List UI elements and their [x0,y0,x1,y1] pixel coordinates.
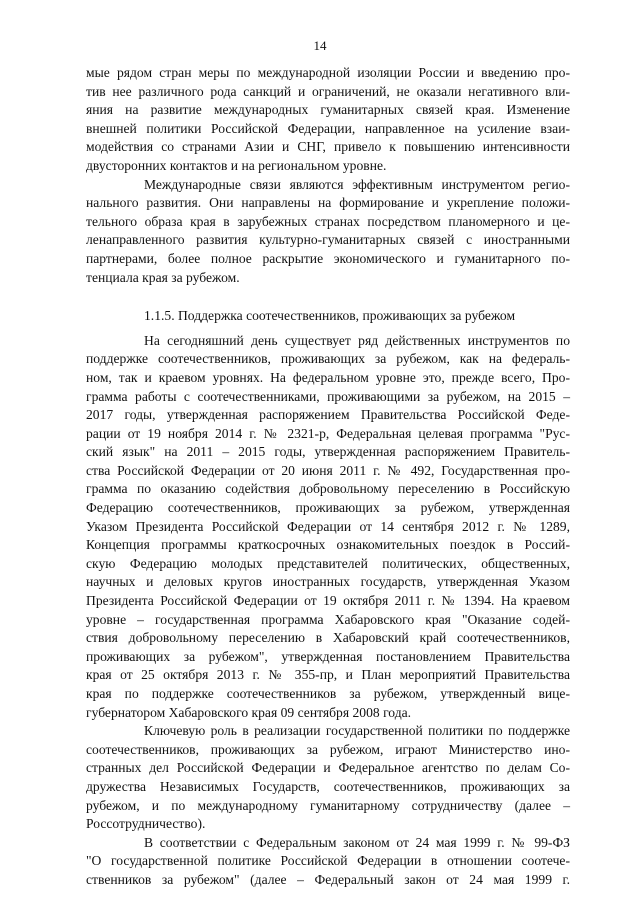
text-line: грамма работы с соотечественниками, проживающими за рубежом, на 2015 – [86,388,570,404]
text-line: рации от 19 ноября 2014 г. № 2321-р, Федеральная целевая программа "Рус- [86,425,570,441]
text-line: На сегодняшний день существует ряд действенных инструментов по [144,332,570,348]
text-line: грамма по оказанию содействия добровольному переселению в Российскую [86,481,570,497]
paragraph [86,332,570,722]
text-line: ственников за рубежом" (далее – Федеральный закон от 24 мая 1999 г. [86,871,570,887]
text-line: дружества Независимых Государств, соотечественников, проживающих за [86,778,570,794]
text-line: губернатором Хабаровского края 09 сентября 2008 года. [86,704,412,720]
text-line: странных дел Российской Федерации и Федеральное агентство по делам Со- [86,760,570,776]
text-line: научных и деловых кругов иностранных государств, утвержденная Указом [86,574,570,590]
text-line: тельного образа края в зарубежных странах посредством планомерного и це- [86,213,570,229]
intro-paragraphs [86,64,570,287]
text-line: рубежом, и по международному гуманитарному сотрудничеству (далее – [86,797,570,813]
text-line: ский язык" на 2011 – 2015 годы, утвержденная распоряжением Правитель- [86,444,570,460]
section-paragraphs [86,332,570,890]
text-line: 2017 годы, утвержденная распоряжением Правительства Российской Феде- [86,407,570,423]
text-line: нального развития. Они направлены на формирование и укрепление положи- [86,195,570,211]
section-heading: 1.1.5. Поддержка соотечественников, проживающих за рубежом [144,308,516,324]
text-line: Россотрудничество). [86,816,206,832]
text-line: края по поддержке соотечественников за рубежом, утвержденный вице- [86,686,570,701]
text-line: соотечественников, проживающих за рубежом, играют Министерство ино- [86,741,570,757]
text-line: ном, так и краевом уровнях. На федеральном уровне это, прежде всего, Про- [86,369,570,385]
paragraph [86,176,570,288]
text-line: Указом Президента Российской Федерации от 14 сентября 2012 г. № 1289, [86,518,570,534]
text-line: двусторонних контактов и на региональном уровне. [86,157,387,173]
text-line: поддержке соотечественников, проживающих за рубежом, как на федераль- [86,351,570,367]
paragraph [86,64,570,176]
text-line: тенциала края за рубежом. [86,269,240,285]
text-line: Концепция программы краткосрочных ознакомительных поездок в Россий- [86,537,570,553]
text-line: края от 25 октября 2013 г. № 355-пр, и План мероприятий Правительства [86,667,570,683]
text-line: ства Российской Федерации от 20 июня 2011 г. № 492, Государственная про- [86,462,570,478]
text-line: Международные связи являются эффективным инструментом регио- [144,176,570,192]
text-line: "О государственной политике Российской Федерации в отношении соотече- [86,853,570,869]
document-body [86,64,570,890]
text-line: В соответствии с Федеральным законом от 24 мая 1999 г. № 99-ФЗ [144,834,570,850]
text-line: скую Федерацию молодых представителей политических, общественных, [86,555,570,571]
text-line: мые рядом стран меры по международной изоляции России и введению про- [86,65,570,80]
text-line: Ключевую роль в реализации государственной политики по поддержке [144,723,570,739]
section-spacer [86,287,570,307]
text-line: Федерацию соотечественников, проживающих за рубежом, утвержденная [86,500,570,516]
text-line: уровне – государственная программа Хабаровского края "Оказание содей- [86,611,570,627]
text-line: партнерами, более полное раскрытие экономического и гуманитарного по- [86,250,570,266]
text-line: ленаправленного развития культурно-гуманитарных связей с иностранными [86,232,570,248]
paragraph [86,834,570,890]
text-line: модействия со странами Азии и СНГ, привело к повышению интенсивности [86,139,570,155]
text-line: проживающих за рубежом", утвержденная постановлением Правительства [86,648,570,664]
page-number: 14 [313,38,327,53]
text-line: внешней политики Российской Федерации, направленное на усиление взаи- [86,120,570,136]
text-line: тив нее различного рода санкций и ограничений, не оказали негативного вли- [86,83,570,99]
text-line: яния на развитие международных гуманитарных связей края. Изменение [86,102,570,118]
paragraph [86,722,570,834]
text-line: Президента Российской Федерации от 19 октября 2011 г. № 1394. На краевом [86,593,570,609]
text-line: ствия добровольному переселению в Хабаровский край соотечественников, [86,630,570,646]
